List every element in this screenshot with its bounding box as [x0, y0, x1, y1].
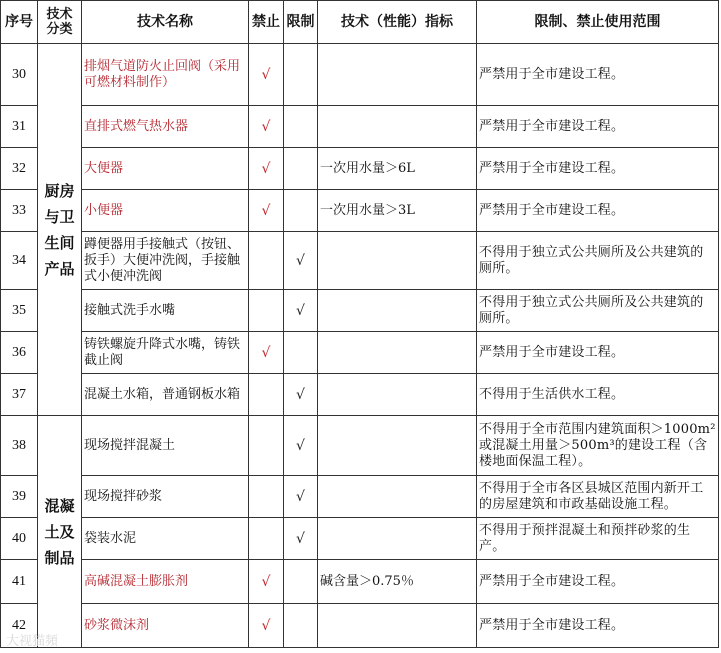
row-number: 38	[1, 416, 38, 476]
limit-mark	[284, 190, 318, 232]
tech-name: 砂浆微沫剂	[82, 604, 249, 648]
usage-scope: 不得用于生活供水工程。	[477, 374, 719, 416]
header-category: 技术 分类	[38, 1, 82, 44]
row-number: 37	[1, 374, 38, 416]
spec-value: 一次用水量＞6L	[318, 148, 477, 190]
table-row	[1, 374, 719, 416]
spec-value: 碱含量＞0.75％	[318, 560, 477, 604]
ban-mark	[249, 476, 284, 518]
header-name: 技术名称	[82, 1, 249, 44]
ban-mark: √	[249, 604, 284, 648]
ban-mark	[249, 374, 284, 416]
usage-scope: 严禁用于全市建设工程。	[477, 332, 719, 374]
limit-mark: √	[284, 416, 318, 476]
usage-scope: 不得用于预拌混凝土和预拌砂浆的生产。	[477, 518, 719, 560]
row-number: 34	[1, 232, 38, 290]
table-row	[1, 560, 719, 604]
tech-name: 混凝土水箱，普通钢板水箱	[82, 374, 249, 416]
table-row	[1, 148, 719, 190]
tech-name: 直排式燃气热水器	[82, 106, 249, 148]
usage-scope: 不得用于独立式公共厕所及公共建筑的厕所。	[477, 232, 719, 290]
ban-mark	[249, 290, 284, 332]
limit-mark: √	[284, 374, 318, 416]
tech-name: 现场搅拌混凝土	[82, 416, 249, 476]
limit-mark	[284, 560, 318, 604]
usage-scope: 严禁用于全市建设工程。	[477, 148, 719, 190]
tech-name: 袋装水泥	[82, 518, 249, 560]
row-number: 33	[1, 190, 38, 232]
tech-name: 现场搅拌砂浆	[82, 476, 249, 518]
table-row	[1, 106, 719, 148]
spec-value	[318, 374, 477, 416]
usage-scope: 严禁用于全市建设工程。	[477, 44, 719, 106]
row-number: 39	[1, 476, 38, 518]
usage-scope: 严禁用于全市建设工程。	[477, 560, 719, 604]
table-row	[1, 518, 719, 560]
tech-name: 铸铁螺旋升降式水嘴，铸铁截止阀	[82, 332, 249, 374]
spec-value	[318, 416, 477, 476]
table-row	[1, 232, 719, 290]
tech-name: 高碱混凝土膨胀剂	[82, 560, 249, 604]
ban-mark: √	[249, 190, 284, 232]
tech-name: 大便器	[82, 148, 249, 190]
spec-value	[318, 232, 477, 290]
category-kitchen: 厨房 与卫 生间 产品	[38, 44, 82, 416]
tech-name: 蹲便器用手接触式（按钮、扳手）大便冲洗阀，手接触式小便冲洗阀	[82, 232, 249, 290]
limit-mark: √	[284, 518, 318, 560]
table-row	[1, 290, 719, 332]
spec-value	[318, 106, 477, 148]
ban-mark: √	[249, 148, 284, 190]
row-number: 31	[1, 106, 38, 148]
table-row	[1, 44, 719, 106]
ban-mark: √	[249, 106, 284, 148]
usage-scope: 严禁用于全市建设工程。	[477, 604, 719, 648]
tech-name: 接触式洗手水嘴	[82, 290, 249, 332]
tech-name: 小便器	[82, 190, 249, 232]
table-row	[1, 416, 719, 476]
header-row	[1, 1, 719, 44]
limit-mark	[284, 604, 318, 648]
row-number: 42	[1, 604, 38, 648]
row-number: 41	[1, 560, 38, 604]
row-number: 40	[1, 518, 38, 560]
limit-mark	[284, 106, 318, 148]
header-scope: 限制、禁止使用范围	[477, 1, 719, 44]
table-row	[1, 476, 719, 518]
header-ban: 禁止	[249, 1, 284, 44]
limit-mark: √	[284, 290, 318, 332]
spec-value	[318, 44, 477, 106]
row-number: 30	[1, 44, 38, 106]
usage-scope: 不得用于独立式公共厕所及公共建筑的厕所。	[477, 290, 719, 332]
header-spec: 技术（性能）指标	[318, 1, 477, 44]
header-seq: 序号	[1, 1, 38, 44]
table-row	[1, 604, 719, 648]
table-row	[1, 190, 719, 232]
ban-mark	[249, 416, 284, 476]
ban-mark	[249, 232, 284, 290]
spec-value: 一次用水量＞3L	[318, 190, 477, 232]
ban-mark: √	[249, 332, 284, 374]
ban-mark: √	[249, 560, 284, 604]
spec-value	[318, 332, 477, 374]
limit-mark: √	[284, 232, 318, 290]
spec-value	[318, 476, 477, 518]
ban-mark	[249, 518, 284, 560]
limit-mark	[284, 332, 318, 374]
row-number: 36	[1, 332, 38, 374]
category-concrete: 混凝 土及 制品	[38, 416, 82, 648]
tech-name: 排烟气道防火止回阀（采用可燃材料制作）	[82, 44, 249, 106]
spec-value	[318, 518, 477, 560]
usage-scope: 不得用于全市范围内建筑面积＞1000m²或混凝土用量＞500m³的建设工程（含楼地面保温工程）。	[477, 416, 719, 476]
header-limit: 限制	[284, 1, 318, 44]
row-number: 35	[1, 290, 38, 332]
limit-mark	[284, 148, 318, 190]
usage-scope: 严禁用于全市建设工程。	[477, 190, 719, 232]
spec-value	[318, 290, 477, 332]
usage-scope: 严禁用于全市建设工程。	[477, 106, 719, 148]
usage-scope: 不得用于全市各区县城区范围内新开工的房屋建筑和市政基础设施工程。	[477, 476, 719, 518]
ban-mark: √	[249, 44, 284, 106]
spec-value	[318, 604, 477, 648]
limit-mark	[284, 44, 318, 106]
row-number: 32	[1, 148, 38, 190]
watermark: 大视猫頻	[6, 634, 59, 649]
table-row	[1, 332, 719, 374]
limit-mark: √	[284, 476, 318, 518]
